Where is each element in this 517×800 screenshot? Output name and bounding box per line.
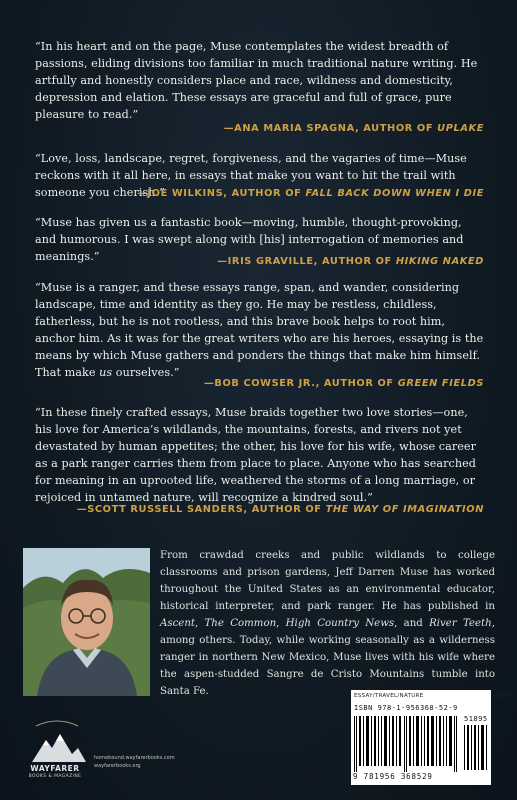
publisher-url-2: wayfarerbooks.org	[94, 763, 141, 769]
publisher-urls	[94, 754, 175, 770]
author-photo	[23, 548, 150, 696]
blurb-attribution-1: —ANA MARIA SPAGNA, AUTHOR OF UPLAKE	[223, 123, 484, 134]
publisher-name: WAYFARER	[30, 764, 80, 773]
author-bio: From crawdad creeks and public wildlands to college classrooms and prison gardens, Jeff Darren Muse has worked throughout the United States as an environmental educator, historical interpreter, and park ranger. He has published in Ascent, The Common, High Country News, and River Teeth, among others. Today, while working seasonally as a wilderness ranger in northern New Mexico, Muse lives with his wife where the aspen-studded Sangre de Cristo Mountains tumble into Santa Fe.	[160, 550, 495, 697]
blurb-quote-2: “Love, loss, landscape, regret, forgiveness, and the vagaries of time—Muse reckons with it all here, in essays that make you want to hit the trail with someone you cherish.”	[35, 152, 467, 199]
blurb-quote-3: “Muse has given us a fantastic book—moving, humble, thought-provoking, and humorous. I was swept along with [his] interrogation of memories and meanings.”	[35, 216, 464, 263]
barcode-bars	[354, 716, 464, 772]
barcode-panel	[351, 690, 491, 785]
publisher-url-1: homebound.wayfarerbooks.com	[94, 755, 175, 761]
blurb-attribution-4: —BOB COWSER JR., AUTHOR OF GREEN FIELDS	[203, 378, 484, 389]
publisher-subtitle: BOOKS & MAGAZINE	[28, 774, 82, 779]
price-label: $18.95	[492, 693, 512, 699]
blurb-attribution-3: —IRIS GRAVILLE, AUTHOR OF HIKING NAKED	[217, 256, 484, 267]
category-label: ESSAY/TRAVEL/NATURE	[354, 693, 424, 699]
blurb-attribution-2: —JOE WILKINS, AUTHOR OF FALL BACK DOWN WHEN I DIE	[137, 188, 484, 199]
blurb-attribution-5: —SCOTT RUSSELL SANDERS, AUTHOR OF THE WAY OF IMAGINATION	[76, 504, 484, 515]
blurb-quote-1: “In his heart and on the page, Muse contemplates the widest breadth of passions, eliding divisions too familiar in much traditional nature writing. He artfully and honestly considers place and race, wildness and domesticity, depression and elation. These essays are graceful and full of grace, pure pleasure to read.”	[35, 40, 478, 121]
blurb-quote-4: “Muse is a ranger, and these essays range, span, and wander, considering landscape, time and identity as they go. He may be restless, childless, fatherless, but he is not rootless, and this brave book helps to root him, anchor him. As it was for the great writers who are his heroes, essaying is the means by which Muse gathers and ponders the things that make him himself. That make us ourselves.”	[35, 281, 484, 379]
isbn-label: ISBN 978-1-956368-52-9	[354, 704, 458, 712]
addon-bars	[464, 725, 489, 770]
blurb-quote-5: “In these finely crafted essays, Muse braids together two love stories—one, his love for America’s wildlands, the mountains, forests, and rivers not yet devastated by human appetites; the other, his love for his wife, whose career as a park ranger carries them from place to place. Anyone who has searched for meaning in an uprooted life, weathered the storms of a long marriage, or rejoiced in untamed nature, will recognize a kindred soul.”	[35, 406, 476, 504]
price-addon-digits: 51895	[464, 715, 488, 723]
barcode-digits: 9 781956 368529	[353, 772, 433, 781]
